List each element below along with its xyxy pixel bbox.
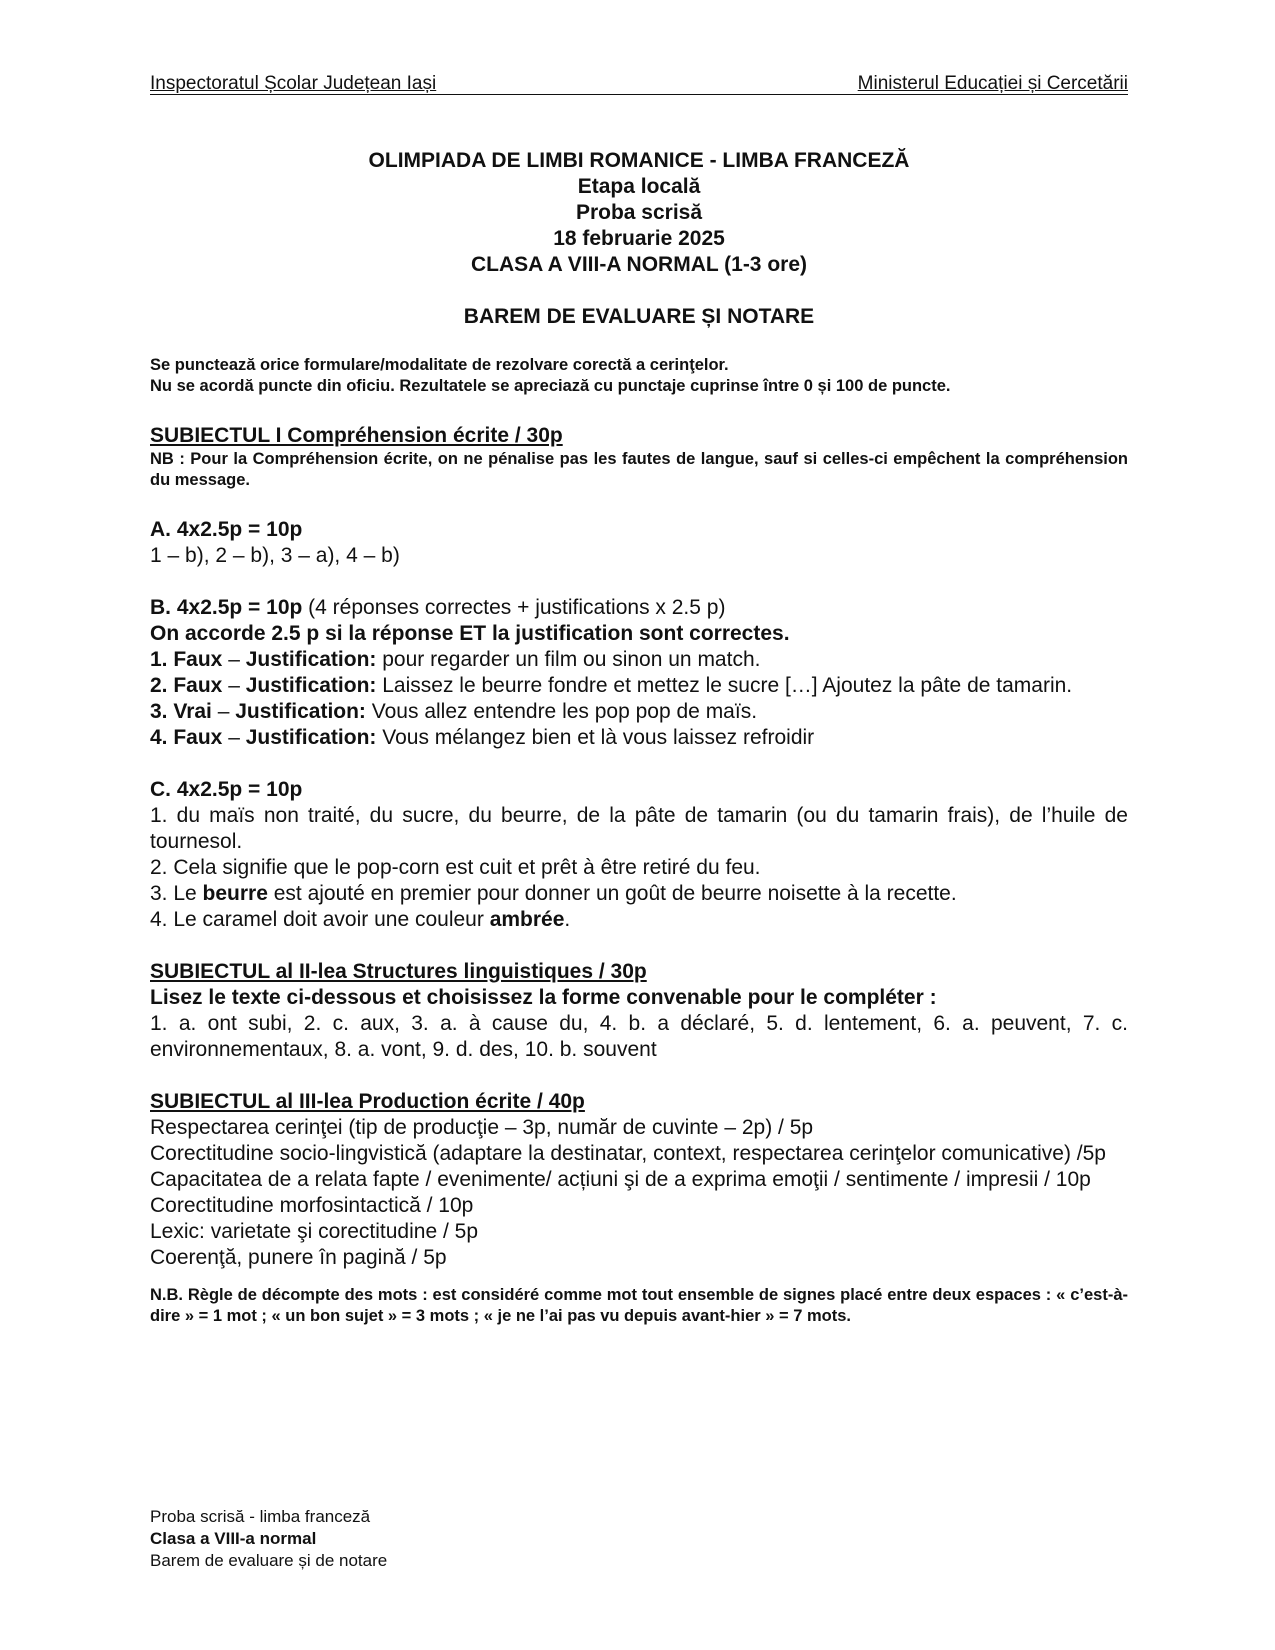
intro-line-1: Se punctează orice formulare/modalitate de rezolvare corectă a cerinţelor. — [150, 356, 729, 374]
footer-class: Clasa a VIII-a normal — [150, 1529, 317, 1548]
justification-label: Justification: — [245, 674, 377, 697]
item-label: 2. Faux — [150, 674, 223, 697]
barem-title: BAREM DE EVALUARE ȘI NOTARE — [463, 305, 815, 328]
justification-text: Vous mélangez bien et là vous laissez refroidir — [376, 726, 815, 749]
answer-keyword: ambrée — [489, 908, 565, 931]
spacer — [150, 933, 1128, 959]
justification-text: Vous allez entendre les pop pop de maïs. — [365, 700, 758, 723]
justification-label: Justification: — [235, 700, 366, 723]
header-rule — [150, 94, 1128, 95]
spacer — [150, 1063, 1128, 1089]
subject-3-heading: SUBIECTUL al III-lea Production écrite / 40p — [150, 1090, 585, 1113]
part-c-answer-3 — [150, 881, 1128, 907]
title-olympiad: OLIMPIADA DE LIMBI ROMANICE - LIMBA FRANCEZĂ — [368, 149, 910, 172]
header-left: Inspectoratul Școlar Județean Iași — [150, 73, 437, 94]
part-b-heading: B. 4x2.5p = 10p — [150, 596, 303, 619]
part-b-item — [150, 725, 1128, 751]
item-separator: – — [211, 700, 236, 723]
justification-text: Laissez le beurre fondre et mettez le sucre […] Ajoutez la pâte de tamarin. — [376, 674, 1073, 697]
title-date: 18 februarie 2025 — [553, 227, 725, 250]
criterion: Capacitatea de a relata fapte / evenimente/ acțiuni şi de a exprima emoţii / sentimente / impresii / 10p — [150, 1168, 1091, 1191]
item-separator: – — [222, 648, 246, 671]
title-class: CLASA A VIII-A NORMAL (1-3 ore) — [470, 253, 807, 276]
footer-line-2 — [150, 1528, 387, 1550]
item-label: 4. Faux — [150, 726, 223, 749]
part-c-answer-1: 1. du maïs non traité, du sucre, du beurre, de la pâte de tamarin (ou du tamarin frais), de l’huile de tournesol. — [150, 804, 1128, 853]
part-b-heading-line — [150, 595, 1128, 621]
part-b-item — [150, 673, 1128, 699]
page-footer — [150, 1506, 387, 1572]
part-c-answer-2: 2. Cela signifie que le pop-corn est cuit et prêt à être retiré du feu. — [150, 856, 761, 879]
item-separator: – — [222, 726, 246, 749]
spacer — [150, 569, 1128, 595]
spacer — [150, 491, 1128, 517]
document-content — [150, 355, 1128, 1327]
criterion: Respectarea cerinţei (tip de producţie – 3p, număr de cuvinte – 2p) / 5p — [150, 1116, 814, 1139]
part-b-item — [150, 647, 1128, 673]
item-label: 3. Vrai — [150, 700, 212, 723]
justification-label: Justification: — [245, 648, 377, 671]
justification-text: pour regarder un film ou sinon un match. — [376, 648, 761, 671]
criterion: Lexic: varietate şi corectitudine / 5p — [150, 1220, 479, 1243]
part-c-heading: C. 4x2.5p = 10p — [150, 778, 303, 801]
criterion: Coerenţă, punere în pagină / 5p — [150, 1246, 447, 1269]
criterion: Corectitudine socio-lingvistică (adaptare la destinatar, context, respectarea cerinţelor comunicative) /5p — [150, 1142, 1106, 1165]
answer-text: 3. Le — [150, 882, 203, 905]
part-a-heading: A. 4x2.5p = 10p — [150, 518, 303, 541]
justification-label: Justification: — [245, 726, 377, 749]
spacer — [150, 751, 1128, 777]
part-b-rule: On accorde 2.5 p si la réponse ET la justification sont correctes. — [150, 622, 790, 645]
footer-line-1: Proba scrisă - limba franceză — [150, 1507, 371, 1526]
intro-line-2: Nu se acordă puncte din oficiu. Rezultatele se apreciază cu punctaje cuprinse între 0 și 100 de puncte. — [150, 377, 951, 395]
title-block — [150, 148, 1128, 278]
part-a-answers: 1 – b), 2 – b), 3 – a), 4 – b) — [150, 544, 400, 567]
answer-text: 4. Le caramel doit avoir une couleur — [150, 908, 490, 931]
title-stage: Etapa locală — [577, 175, 701, 198]
answer-text: est ajouté en premier pour donner un goût de beurre noisette à la recette. — [267, 882, 957, 905]
page-header — [150, 72, 1128, 96]
footer-line-3: Barem de evaluare și de notare — [150, 1551, 388, 1570]
part-b-heading-note: (4 réponses correctes + justifications x 2.5 p) — [302, 596, 726, 619]
answer-keyword: beurre — [202, 882, 268, 905]
answer-text: . — [564, 908, 571, 931]
word-count-nb: N.B. Règle de décompte des mots : est considéré comme mot tout ensemble de signes placé entre deux espaces : « c’est-à-dire » = 1 mot ; « un bon sujet » = 3 mots ; « je ne l’ai pas vu depuis avant-hier » = 7 mots. — [150, 1286, 1128, 1325]
subject-2-heading: SUBIECTUL al II-lea Structures linguistiques / 30p — [150, 960, 647, 983]
item-label: 1. Faux — [150, 648, 223, 671]
criterion: Corectitudine morfosintactică / 10p — [150, 1194, 474, 1217]
item-separator: – — [222, 674, 246, 697]
header-right: Ministerul Educației și Cercetării — [857, 73, 1128, 94]
title-test: Proba scrisă — [575, 201, 703, 224]
spacer — [150, 1271, 1128, 1285]
subject-1-heading: SUBIECTUL I Compréhension écrite / 30p — [150, 424, 563, 447]
subject-2-instruction: Lisez le texte ci-dessous et choisissez la forme convenable pour le compléter : — [150, 986, 937, 1009]
part-b-item — [150, 699, 1128, 725]
part-c-answer-4 — [150, 907, 1128, 933]
subject-2-answers: 1. a. ont subi, 2. c. aux, 3. a. à cause du, 4. b. a déclaré, 5. d. lentement, 6. a. peuvent, 7. c. environnementaux, 8. a. vont, 9. d. des, 10. b. souvent — [150, 1012, 1128, 1061]
subject-1-nb: NB : Pour la Compréhension écrite, on ne pénalise pas les fautes de langue, sauf si celles-ci empêchent la compréhension du message. — [150, 450, 1128, 489]
spacer — [150, 397, 1128, 423]
